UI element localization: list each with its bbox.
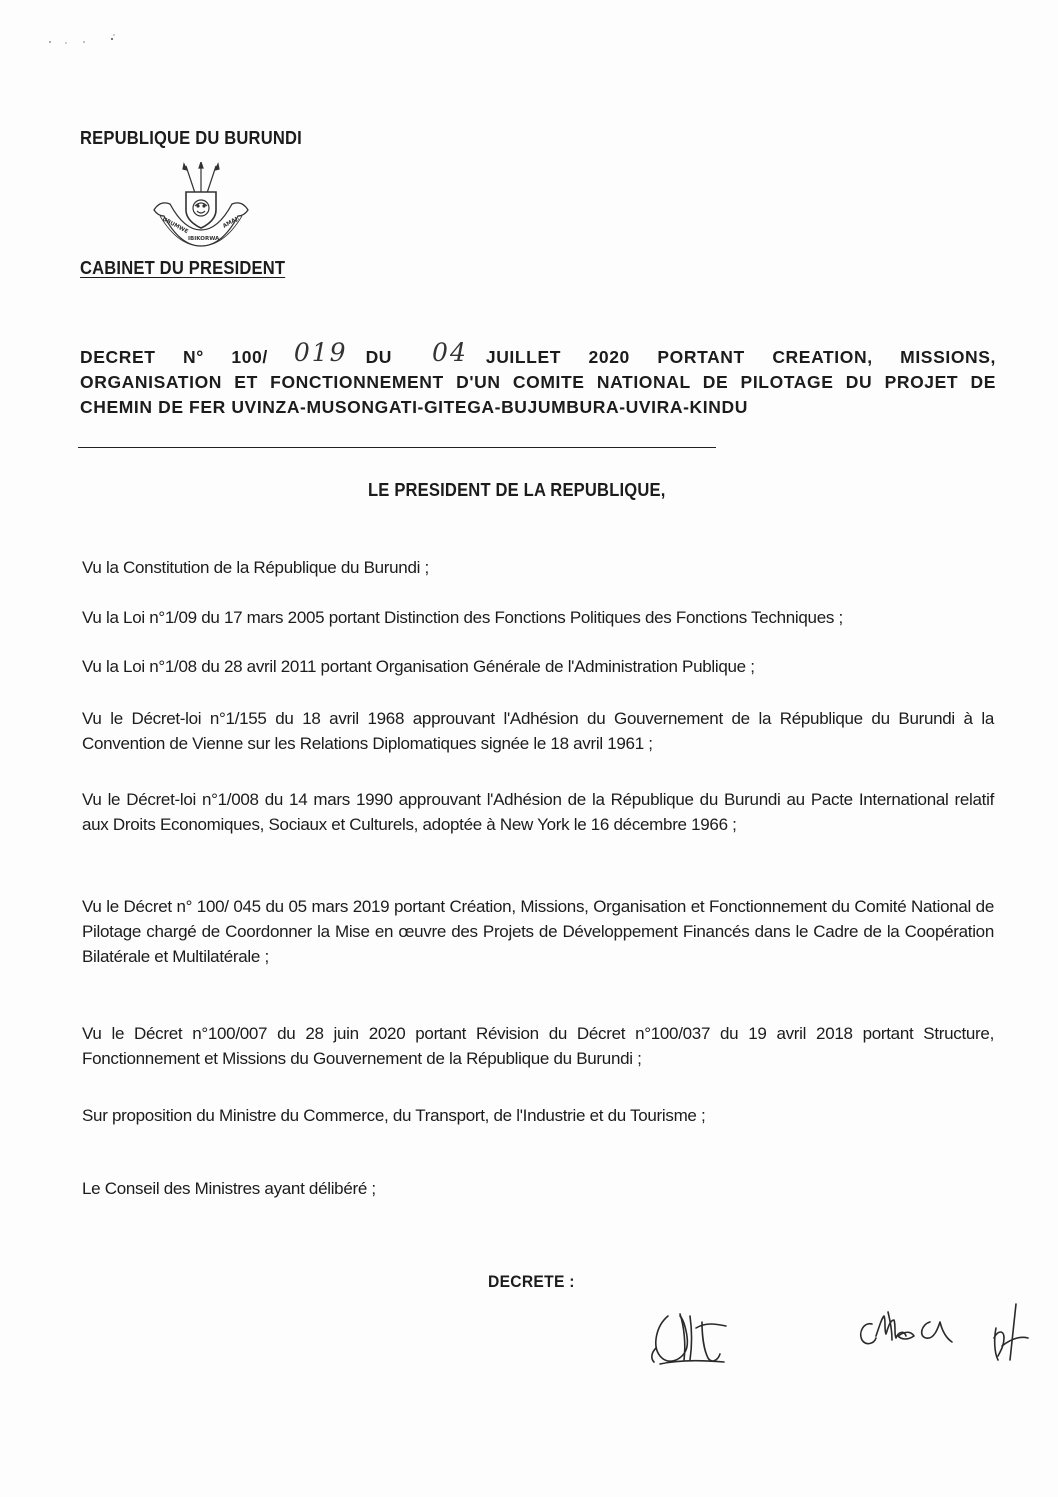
title-du: DU — [365, 347, 393, 367]
handwritten-initials-icon — [640, 1298, 1040, 1376]
consideration-paragraph: Vu la Loi n°1/09 du 17 mars 2005 portant Distinction des Fonctions Politiques des Fonctions Techniques ; — [82, 608, 843, 627]
svg-text:UBUMWE: UBUMWE — [161, 216, 189, 236]
consideration-paragraph: Vu la Loi n°1/08 du 28 avril 2011 portant Organisation Générale de l'Administration Publique ; — [82, 657, 755, 676]
consideration-paragraph: Vu le Décret n°100/007 du 28 juin 2020 portant Révision du Décret n°100/037 du 19 avril 2018 portant Structure, Fonctionnement et Missions du Gouvernement de la République du Burundi ; — [82, 1024, 994, 1068]
decree-title — [80, 338, 996, 420]
title-divider — [78, 447, 716, 448]
handwritten-decree-number: 019 — [293, 338, 348, 367]
consideration-paragraph: Vu le Décret n° 100/ 045 du 05 mars 2019 portant Création, Missions, Organisation et Fonctionnement du Comité National de Pilotage chargé de Coordonner la Mise en œuvre des Projets de Développement Financés dans le Cadre de la Coopération Bilatérale et Multilatérale ; — [82, 897, 994, 966]
scan-speck-icon — [44, 30, 134, 50]
republic-header: REPUBLIQUE DU BURUNDI — [80, 128, 302, 148]
cabinet-header: CABINET DU PRESIDENT — [80, 258, 286, 278]
title-rest: JUILLET 2020 PORTANT CREATION, MISSIONS, ORGANISATION ET FONCTIONNEMENT D'UN COMITE NATIONAL DE PILOTAGE DU PROJET DE CHEMIN DE FER UVINZA-MUSONGATI-GITEGA-BUJUMBURA-UVIRA-KINDU — [80, 347, 996, 417]
svg-text:IBIKORWA: IBIKORWA — [188, 236, 220, 242]
consideration-paragraph: Le Conseil des Ministres ayant délibéré ; — [82, 1179, 376, 1198]
consideration-paragraph: Sur proposition du Ministre du Commerce, du Transport, de l'Industrie et du Tourisme ; — [82, 1106, 706, 1125]
consideration-paragraph: Vu la Constitution de la République du Burundi ; — [82, 558, 429, 577]
consideration-paragraph: Vu le Décret-loi n°1/008 du 14 mars 1990 approuvant l'Adhésion de la République du Burundi au Pacte International relatif aux Droits Economiques, Sociaux et Culturels, adoptée à New York le 16 décembre 1966 ; — [82, 790, 994, 834]
president-heading: LE PRESIDENT DE LA REPUBLIQUE, — [368, 480, 666, 500]
handwritten-day: 04 — [432, 338, 468, 367]
decrete-heading: DECRETE : — [488, 1272, 575, 1291]
consideration-paragraph: Vu le Décret-loi n°1/155 du 18 avril 1968 approuvant l'Adhésion du Gouvernement de la République du Burundi à la Convention de Vienne sur les Relations Diplomatiques signée le 18 avril 1961 ; — [82, 709, 994, 753]
svg-text:AMAJ.: AMAJ. — [222, 215, 241, 230]
title-prefix: DECRET N° 100/ — [80, 347, 268, 367]
coat-of-arms-icon — [148, 162, 254, 254]
